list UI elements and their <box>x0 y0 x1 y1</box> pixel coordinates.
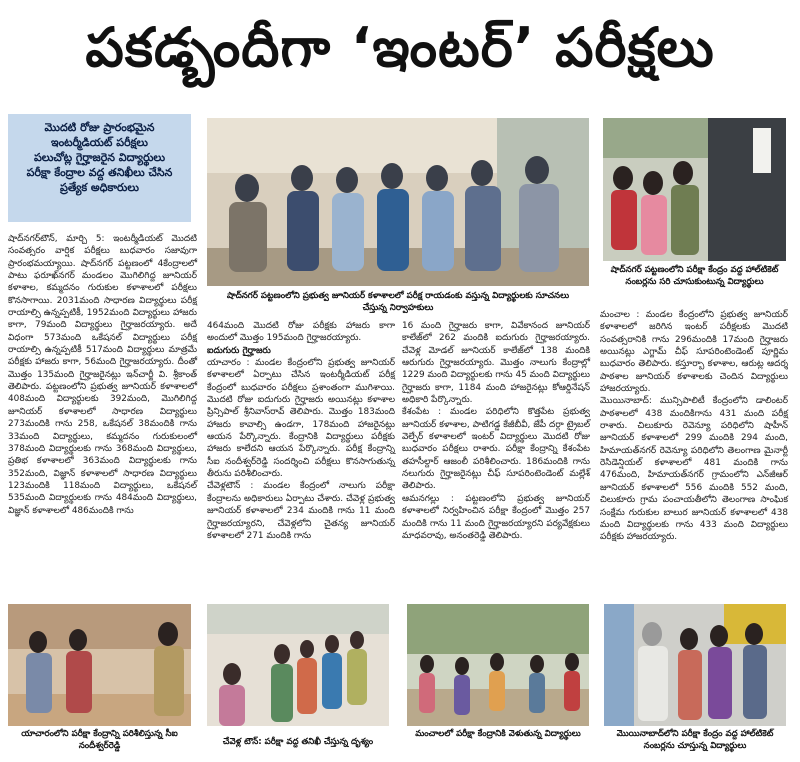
photo-caption: షాద్‌నగర్ పట్టణంలోని పరీక్షా కేంద్రం వద్ద హాల్‌టికెట్ నంబర్లను సరి చూసుకుంటున్న విద్యార్థులు <box>610 265 779 287</box>
paragraph: కేశంపేట : మండల పరిధిలోని కొత్తపేట ప్రభుత్వ జూనియర్ కళాశాల, పాటిగడ్డ కేజీబీవీ, జేపీ దర్గా ట్రైబల్ వెల్ఫేర్ కళాశాలలో ఇంటర్ విద్యార్థులు మొదటి రోజు బుధవారం పరీక్షలు రాశారు. పరీక్షా కేంద్రాన్ని కేశంపేట తహసీల్దార్ ఆజంలీ పరిశీలించారు. 186మందికి గాను నలుగురు గైర్హాజరైనట్లు చీఫ్ సూపరింటెండెంట్ మల్లేశ్ తెలిపారు. <box>402 407 590 492</box>
deck-line: పరీక్షా కేంద్రాల వద్ద తనిఖీలు చేసిన <box>26 166 173 179</box>
photo-yacharam-ci <box>8 604 191 726</box>
deck-line: మొదటి రోజు ప్రారంభమైన <box>44 121 155 134</box>
deck-summary <box>8 114 191 222</box>
deck-line: ప్రత్యేక అధికారులు <box>60 181 139 194</box>
paragraph: యాచారం : మండల కేంద్రంలోని ప్రభుత్వ జూనియర్ కళాశాలలో ఏర్పాటు చేసిన ఇంటర్మీడియట్ పరీక్ష కేంద్రంలో బుధవారం పరీక్షలు ప్రశాంతంగా ముగిశాయి. మొదటి రోజు ఐదుగురు గైర్హాజరు అయినట్లు కళాశాల ప్రిన్సిపాల్ శ్రీనివాస్‌రావ్ తెలిపారు. మొత్తం 183మంది హాజరు కావాల్సి ఉండగా, 178మంది హాజరైనట్లు ఆయన పేర్కొన్నారు. కేంద్రానికి విద్యార్థులు పరీక్షకు హాజరు కాలేదని ఆయన పేర్కొన్నారు. పరీక్ష కేంద్రాన్ని సీఐ నందీశ్వర్‌రెడ్డి సందర్శించి పరీక్షలు కొనసాగుతున్న తీరును పరిశీలించారు. <box>207 358 395 480</box>
article-column-3 <box>402 320 590 542</box>
paragraph: ఆమనగల్లు : పట్టణంలోని ప్రభుత్వ జూనియర్ కళాశాలలో నిర్వహించిన పరీక్షా కేంద్రంలో మొత్తం 257 మందికి గాను 11 మంది గైర్హాజరయ్యారని పర్యవేక్షకులు మాధవరావు, అనంతరెడ్డి తెలిపారు. <box>402 493 590 541</box>
paragraph: 464మంది మొదటి రోజు పరీక్షకు హాజరు కాగా అందులో మొత్తం 195మంది గైర్హాజరయ్యారు. <box>207 321 395 344</box>
photo-moinabad-hall-ticket <box>604 604 786 726</box>
photo-hall-ticket-board <box>603 118 786 261</box>
photo-students-entering <box>207 118 589 286</box>
photo-caption: యాచారంలోని పరీక్షా కేంద్రాన్ని పరిశీలిస్తున్న సీఐ నందీశ్వర్‌రెడ్డి <box>21 729 178 751</box>
photo-caption: షాద్‌నగర్ పట్టణంలోని ప్రభుత్వ జూనియర్ కళాశాలలో పరీక్ష రాయడంకు వస్తున్న విద్యార్థులకు సూచనలు చేస్తున్న నిర్వాహకులు <box>226 291 570 313</box>
deck-line: పలుచోట్ల గైర్హాజరైన విద్యార్థులు <box>33 151 166 164</box>
paragraph: చేవెళ్లటౌన్ : మండల కేంద్రంలో నాలుగు పరీక్షా కేంద్రాలను అధికారులు ఏర్పాటు చేశారు. చేవెళ్ల ప్రభుత్వ జూనియర్ కళాశాలలో 234 మందికి గాను 11 మంది గైర్హాజరయ్యారని, చేవెళ్లలోని చైతన్య జూనియర్ కళాశాలలో 271 మందికి గాను <box>207 481 395 541</box>
photo-caption: మంచాలలో పరీక్షా కేంద్రానికి వెళుతున్న విద్యార్థులు <box>415 729 581 739</box>
paragraph: షాద్‌నగర్‌టౌన్, మార్చి 5: ఇంటర్మీడియట్ మొదటి సంవత్సరం వార్షిక పరీక్షలు బుధవారం సజావుగా ప్రారంభమయ్యాయి. షాద్‌నగర్ పట్టణంలో 4కేంద్రాలలో పాటు ఫరూఖ్‌నగర్ మండలం మొగిలిగిద్ద జూనియర్ కళాశాల, కమ్మదనం గురుకుల కళాశాలలో పరీక్షలు కొనసాగాయి. 2031మంది సాధారణ విద్యార్థులు పరీక్ష రాయాల్సి ఉన్నప్పటికీ, 1952మంది విద్యార్థులు హాజరు కాగా, 79మంది విద్యార్థులు గైర్హాజరయ్యారు. అదే విధంగా 573మంది ఒకేషనల్ విద్యార్థులు పరీక్ష రాయాల్సి ఉన్నప్పటికీ 517మంది విద్యార్థులు మాత్రమే పరీక్షకు హాజరు కాగా, 56మంది గైర్హాజరయ్యారు. దీంతో మొత్తం 135మంది గైర్హాజరైనట్లు ఇన్‌చార్జీ వి. శ్రీకాంత్ తెలిపారు. పట్టణంలోని ప్రభుత్వ జూనియర్ కళాశాలలో 408మంది విద్యార్థులకు 392మంది, మొగిలిగిద్ద జూనియర్ కళాశాలలో సాధారణ విద్యార్థులు 273మందికి గాను 258, ఒకేషనల్ 38మందికి గాను 33మంది విద్యార్థులు, కమ్మదనం గురుకులంలో 378మంది విద్యార్థులకు గాను 368మంది విద్యార్థులు, ప్రతిభ కళాశాలలో 363మంది విద్యార్థులకు గాను 352మంది, విజ్ఞాన్ కళాశాలలో సాధారణ విద్యార్థులు 123మందికి 118మంది విద్యార్థులు, ఒకేషనల్ 535మంది విద్యార్థులకు గాను 484మంది విద్యార్థులు, విజ్ఞాన్ కళాశాలలో 486మందికి గాను <box>8 234 197 516</box>
article-column-1 <box>8 233 197 517</box>
article-column-2 <box>207 320 395 542</box>
photo-manchal-students <box>407 604 589 726</box>
subheading: ఐదుగురు గైర్హాజరు <box>207 345 271 356</box>
article-column-4 <box>600 309 788 544</box>
deck-line: ఇంటర్మీడియట్ పరీక్షలు <box>51 136 148 149</box>
photo-caption: మొయినాబాద్‌లోని పరీక్షా కేంద్రం వద్ద హాల్‌టికెట్ నంబర్లను చూస్తున్న విద్యార్థులు <box>616 729 774 751</box>
paragraph: మంచాల : మండల కేంద్రంలోని ప్రభుత్వ జూనియర్ కళాశాలలో జరిగిన ఇంటర్ పరీక్షలకు మొదటి సంవత్సరానికి గాను 296మందికి 17మంది గైర్హాజరు అయినట్లు ఎగ్జామ్ చీఫ్ సూపరింటెండెంట్ పూర్ణిమ బుధవారం తెలిపారు. కస్తూర్బా కళాశాల, ఆరుట్ల ఆదర్శ పాఠశాల జూనియర్ కళాశాలకు చెందిన విద్యార్థులు హాజరయ్యారు. <box>600 310 788 395</box>
paragraph: 16 మంది గైర్హాజరు కాగా, వివేకానంద జూనియర్ కాలేజ్‌లో 262 మందికి ఐదుగురు గైర్హాజరయ్యారు. చేవెళ్ల మోడల్ జూనియర్ కాలేజ్‌లో 138 మందికి ఆరుగురు గైర్హాజరయ్యారు. మొత్తం నాలుగు కేంద్రాల్లో 1229 మంది విద్యార్థులకు గాను 45 మంది విద్యార్థులు గైర్హాజరు కాగా, 1184 మంది హాజరైనట్లు కోఆర్డినేషన్ అధికారి పేర్కొన్నారు. <box>402 321 590 406</box>
photo-chevella-check <box>207 604 389 726</box>
photo-caption: చేవెళ్ల టౌన్: పరీక్షా వద్ద తనిఖీ చేస్తున్న దృశ్యం <box>222 737 374 747</box>
paragraph: మొయినాబాద్: మున్సిపాలిటీ కేంద్రంలోని డాలింటర్ పాఠశాలలో 438 మందికిగాను 431 మంది పరీక్ష రాశారు. చిలుకూరు రెవెన్యూ పరిధిలోని షాహీన్ జూనియర్ కళాశాలలో 299 మందికి 294 మంది, హిమాయత్‌నగర్ రెవెన్యూ పరిధిలోని తెలంగాణ మైనార్టీ రెసిడెన్షియల్ కళాశాలలో 481 మందికి గాను 476మంది, హిమాయత్‌నగర్ గ్రామంలోని ఎన్‌జీఆర్ జూనియర్ కళాశాలలో 556 మందికి 552 మంది, చిలుకూరు గ్రామ పంచాయతీలోని తెలంగాణ సాంఘిక సంక్షేమ గురుకుల బాలుర జూనియర్ కళాశాలలో 438 మంది విద్యార్థులకు గాను 433 మంది విద్యార్థులు పరీక్షకు హాజరయ్యారు. <box>600 396 788 543</box>
headline: పకడ్బందీగా ‘ఇంటర్’ పరీక్షలు <box>85 15 715 79</box>
